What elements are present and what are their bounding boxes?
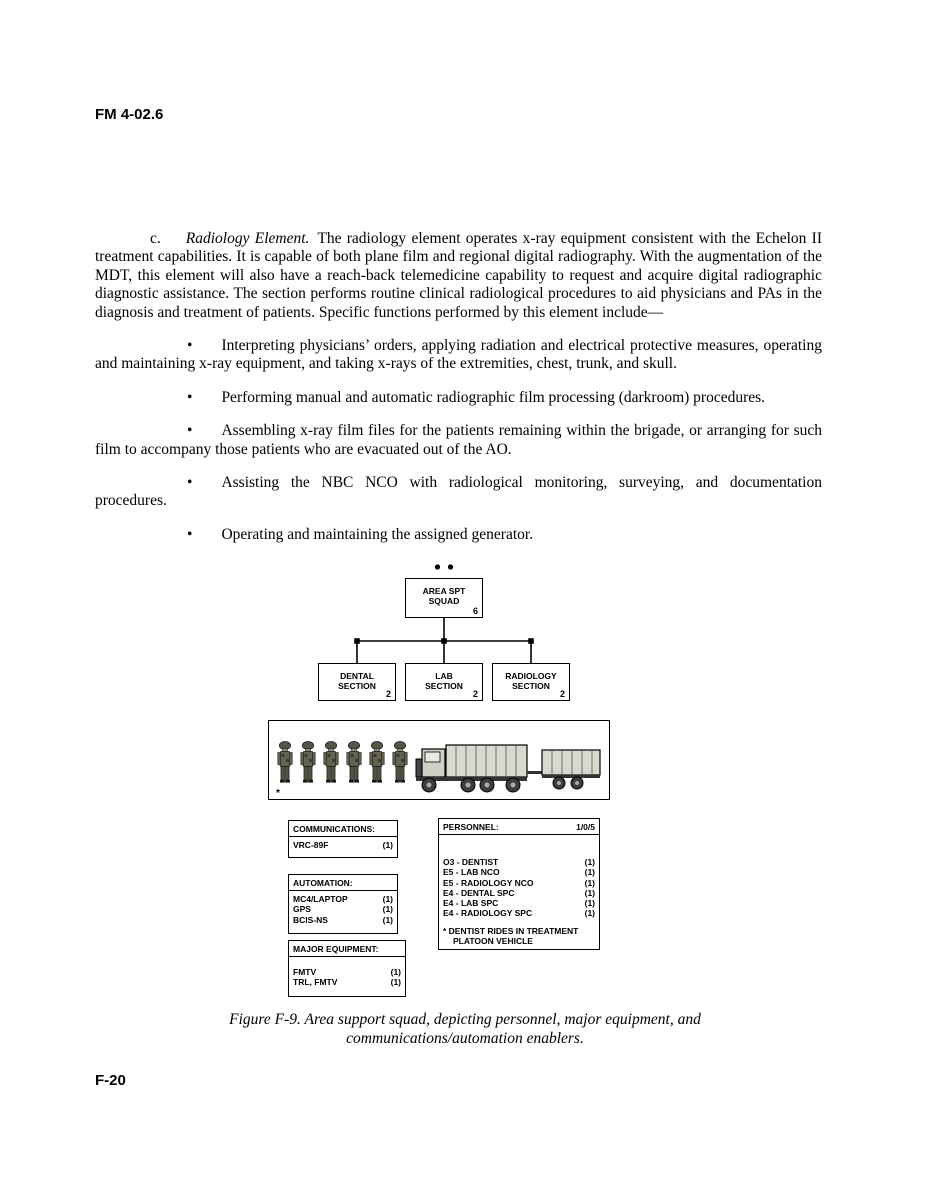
footnote-line: * DENTIST RIDES IN TREATMENT	[443, 925, 579, 936]
item-qty: (1)	[584, 908, 595, 919]
bullet-icon: •	[187, 388, 193, 406]
org-box-label: AREA SPT	[422, 586, 466, 596]
org-box-label: SECTION	[425, 680, 463, 691]
item-name: E4 - RADIOLOGY SPC	[443, 908, 533, 919]
bullet-item	[95, 337, 822, 374]
major-equipment-box	[288, 940, 406, 997]
item-qty: (1)	[382, 914, 393, 925]
personnel-box	[438, 818, 600, 950]
org-box-label: RADIOLOGY	[505, 671, 557, 681]
major-equipment-items	[289, 957, 405, 990]
equipment-row	[293, 904, 393, 914]
major-equipment-title	[289, 941, 405, 957]
item-qty: (1)	[390, 967, 401, 977]
connector-node-icon	[354, 638, 360, 644]
communications-box	[288, 820, 398, 858]
item-name: E5 - LAB NCO	[443, 867, 500, 878]
figure-caption-line: communications/automation enablers.	[346, 1029, 584, 1047]
org-box-label: SECTION	[512, 680, 550, 691]
bullet-text: Interpreting physicians’ orders, applying radiation and electrical protective measures, operating and maintaining x-ray equipment, and taking x-rays of the extremities, chest, trunk, and skull.	[95, 337, 822, 373]
truck-icon	[416, 745, 527, 792]
org-box-label: SQUAD	[428, 595, 460, 606]
bullet-icon: •	[187, 474, 193, 492]
equipment-row	[293, 967, 401, 977]
automation-box	[288, 874, 398, 934]
bullet-icon: •	[187, 525, 193, 543]
personnel-row	[443, 898, 595, 908]
soldier-icon	[393, 742, 407, 783]
bullet-text: Assisting the NBC NCO with radiological monitoring, surveying, and documentation procedures.	[95, 474, 822, 510]
org-box-strength: 2	[559, 689, 565, 699]
item-qty: (1)	[584, 887, 595, 898]
bullet-item	[95, 474, 822, 511]
item-qty: (1)	[584, 877, 595, 888]
figure-caption	[0, 1011, 930, 1048]
squad-illustration	[269, 721, 608, 798]
org-box-dental-section	[318, 663, 396, 701]
org-box-label: DENTAL	[340, 671, 374, 681]
equipment-row	[293, 894, 393, 904]
item-qty: (1)	[584, 867, 595, 878]
automation-title	[289, 875, 397, 891]
item-name: GPS	[293, 904, 311, 915]
paragraph-label: c.	[150, 230, 161, 247]
bullet-icon: •	[187, 422, 193, 440]
org-box-strength: 2	[472, 689, 478, 699]
item-name: BCIS-NS	[293, 914, 328, 925]
item-name: E5 - RADIOLOGY NCO	[443, 877, 534, 888]
item-qty: (1)	[382, 894, 393, 904]
paragraph-c	[95, 230, 822, 322]
item-name: E4 - DENTAL SPC	[443, 887, 515, 898]
org-box-radiology-section	[492, 663, 570, 701]
item-qty: (1)	[584, 898, 595, 909]
personnel-row	[443, 867, 595, 877]
connector-node-icon	[441, 638, 447, 644]
soldier-icon	[347, 742, 361, 783]
page-number: F-20	[95, 1072, 126, 1089]
communications-title	[289, 821, 397, 837]
personnel-row	[443, 908, 595, 918]
item-name: FMTV	[293, 967, 317, 977]
bullet-item	[95, 526, 822, 544]
org-box-strength: 2	[385, 689, 391, 699]
box-title-text: AUTOMATION:	[293, 878, 353, 888]
box-title-text: MAJOR EQUIPMENT:	[293, 944, 379, 954]
item-name: VRC-89F	[293, 840, 329, 850]
personnel-row	[443, 888, 595, 898]
paragraph-text: The radiology element operates x-ray equipment consistent with the Echelon II treatment capabilities. It is capable of both plane film and regional digital radiography. With the augmentation of the MDT, this element will also have a reach-back telemedicine capability to request and acquire digital radiographic diagnostic assistance. The section performs routine clinical radiological procedures to aid physicians and PAs in the diagnosis and treatment of patients. Specific functions performed by this element include—	[95, 230, 822, 321]
squad-symbol-dot-icon	[448, 564, 453, 569]
org-box-label: SECTION	[338, 680, 376, 691]
personnel-ratio: 1/0/5	[576, 822, 595, 832]
figure-caption-line: Figure F-9. Area support squad, depicting personnel, major equipment, and	[229, 1011, 701, 1028]
trailer-icon	[527, 750, 600, 789]
automation-items	[289, 891, 397, 927]
item-name: MC4/LAPTOP	[293, 894, 348, 904]
personnel-row	[443, 878, 595, 888]
connector-node-icon	[528, 638, 534, 644]
item-name: E4 - LAB SPC	[443, 898, 499, 909]
org-box-area-spt-squad	[405, 578, 483, 618]
body-text	[95, 230, 822, 544]
personnel-title	[439, 819, 599, 835]
soldier-icon	[278, 742, 292, 783]
item-qty: (1)	[382, 904, 393, 915]
equipment-row	[293, 977, 401, 987]
personnel-row	[443, 857, 595, 867]
footnote-line: PLATOON VEHICLE	[453, 935, 533, 946]
bullet-text: Operating and maintaining the assigned generator.	[221, 525, 534, 543]
squad-symbol-dot-icon	[435, 564, 440, 569]
item-qty: (1)	[382, 840, 393, 850]
equipment-row	[293, 915, 393, 925]
item-qty: (1)	[390, 977, 401, 988]
squad-illustration-frame	[268, 720, 610, 800]
org-box-lab-section	[405, 663, 483, 701]
bullet-text: Performing manual and automatic radiographic film processing (darkroom) procedures.	[221, 388, 766, 406]
box-title-text: COMMUNICATIONS:	[293, 824, 375, 834]
soldier-icon	[301, 742, 315, 783]
box-title-text: PERSONNEL:	[443, 822, 499, 832]
page-header: FM 4-02.6	[95, 106, 164, 123]
org-box-label: LAB	[435, 671, 453, 681]
bullet-item	[95, 422, 822, 459]
communications-items	[289, 837, 397, 852]
bullet-text: Assembling x-ray film files for the patients remaining within the brigade, or arranging for such film to accompany those patients who are evacuated out of the AO.	[95, 422, 822, 458]
bullet-item	[95, 389, 822, 407]
org-box-strength: 6	[472, 606, 478, 616]
bullet-icon: •	[187, 337, 193, 355]
personnel-footnote	[439, 926, 599, 948]
item-name: TRL, FMTV	[293, 977, 338, 988]
equipment-row	[293, 840, 393, 850]
item-qty: (1)	[584, 857, 595, 867]
item-name: O3 - DENTIST	[443, 857, 499, 867]
personnel-items	[439, 835, 599, 921]
paragraph-title: Radiology Element.	[185, 230, 310, 247]
soldier-icon	[370, 742, 384, 783]
soldier-icon	[324, 742, 338, 783]
dentist-footnote-marker: *	[276, 788, 280, 799]
